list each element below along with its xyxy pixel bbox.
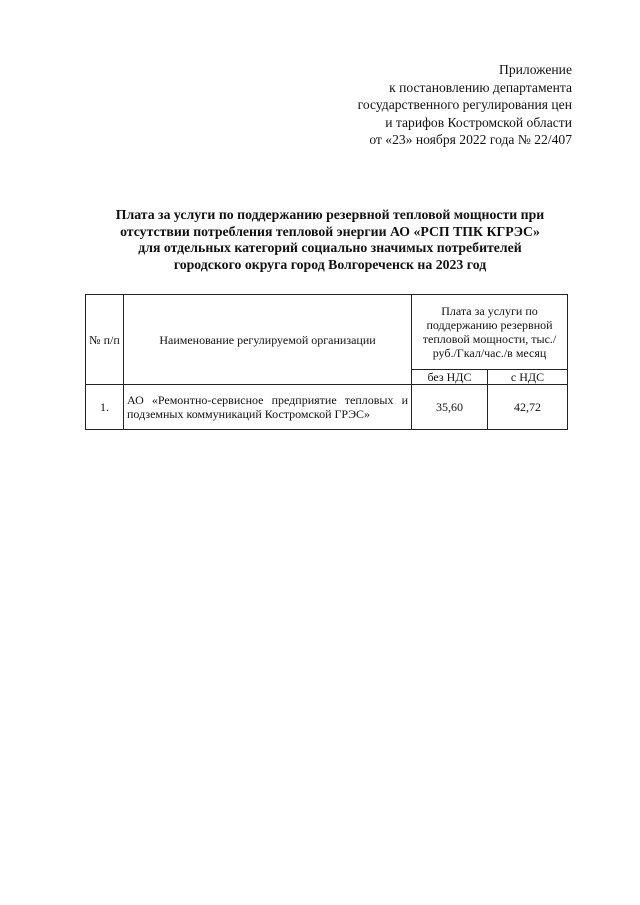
row-value-without-vat: 35,60 (412, 385, 488, 430)
annex-line-4: и тарифов Костромской области (385, 114, 572, 130)
annex-line-1: Приложение (499, 62, 572, 77)
table-row (86, 385, 568, 430)
row-organization-name: АО «Ремонтно-сервисное предприятие тепловых и подземных коммуникаций Костромской ГРЭС» (124, 385, 412, 430)
annex-block (358, 61, 572, 149)
annex-line-5: от «23» ноября 2022 года № 22/407 (369, 132, 572, 148)
tariff-table (85, 294, 568, 430)
header-number: № п/п (86, 295, 124, 385)
header-with-vat: с НДС (488, 370, 568, 385)
annex-line-2: к постановлению департамента (389, 79, 572, 95)
table-header-row (86, 295, 568, 370)
row-number: 1. (86, 385, 124, 430)
annex-line-3: государственного регулирования цен (357, 97, 572, 113)
title-line-4: городского округа город Волгореченск на 2023 год (173, 256, 487, 272)
title-line-2: отсутствии потребления тепловой энергии АО «РСП ТПК КГРЭС» (120, 223, 540, 239)
title-line-3: для отдельных категорий социально значимых потребителей (138, 240, 522, 255)
header-organization-name: Наименование регулируемой организации (124, 295, 412, 385)
header-without-vat: без НДС (412, 370, 488, 385)
header-rate: Плата за услуги по поддержанию резервной тепловой мощности, тыс./руб./Гкал/час./в месяц (412, 295, 568, 370)
title-line-1: Плата за услуги по поддержанию резервной тепловой мощности при (115, 207, 545, 222)
row-value-with-vat: 42,72 (488, 385, 568, 430)
document-title (80, 207, 580, 273)
